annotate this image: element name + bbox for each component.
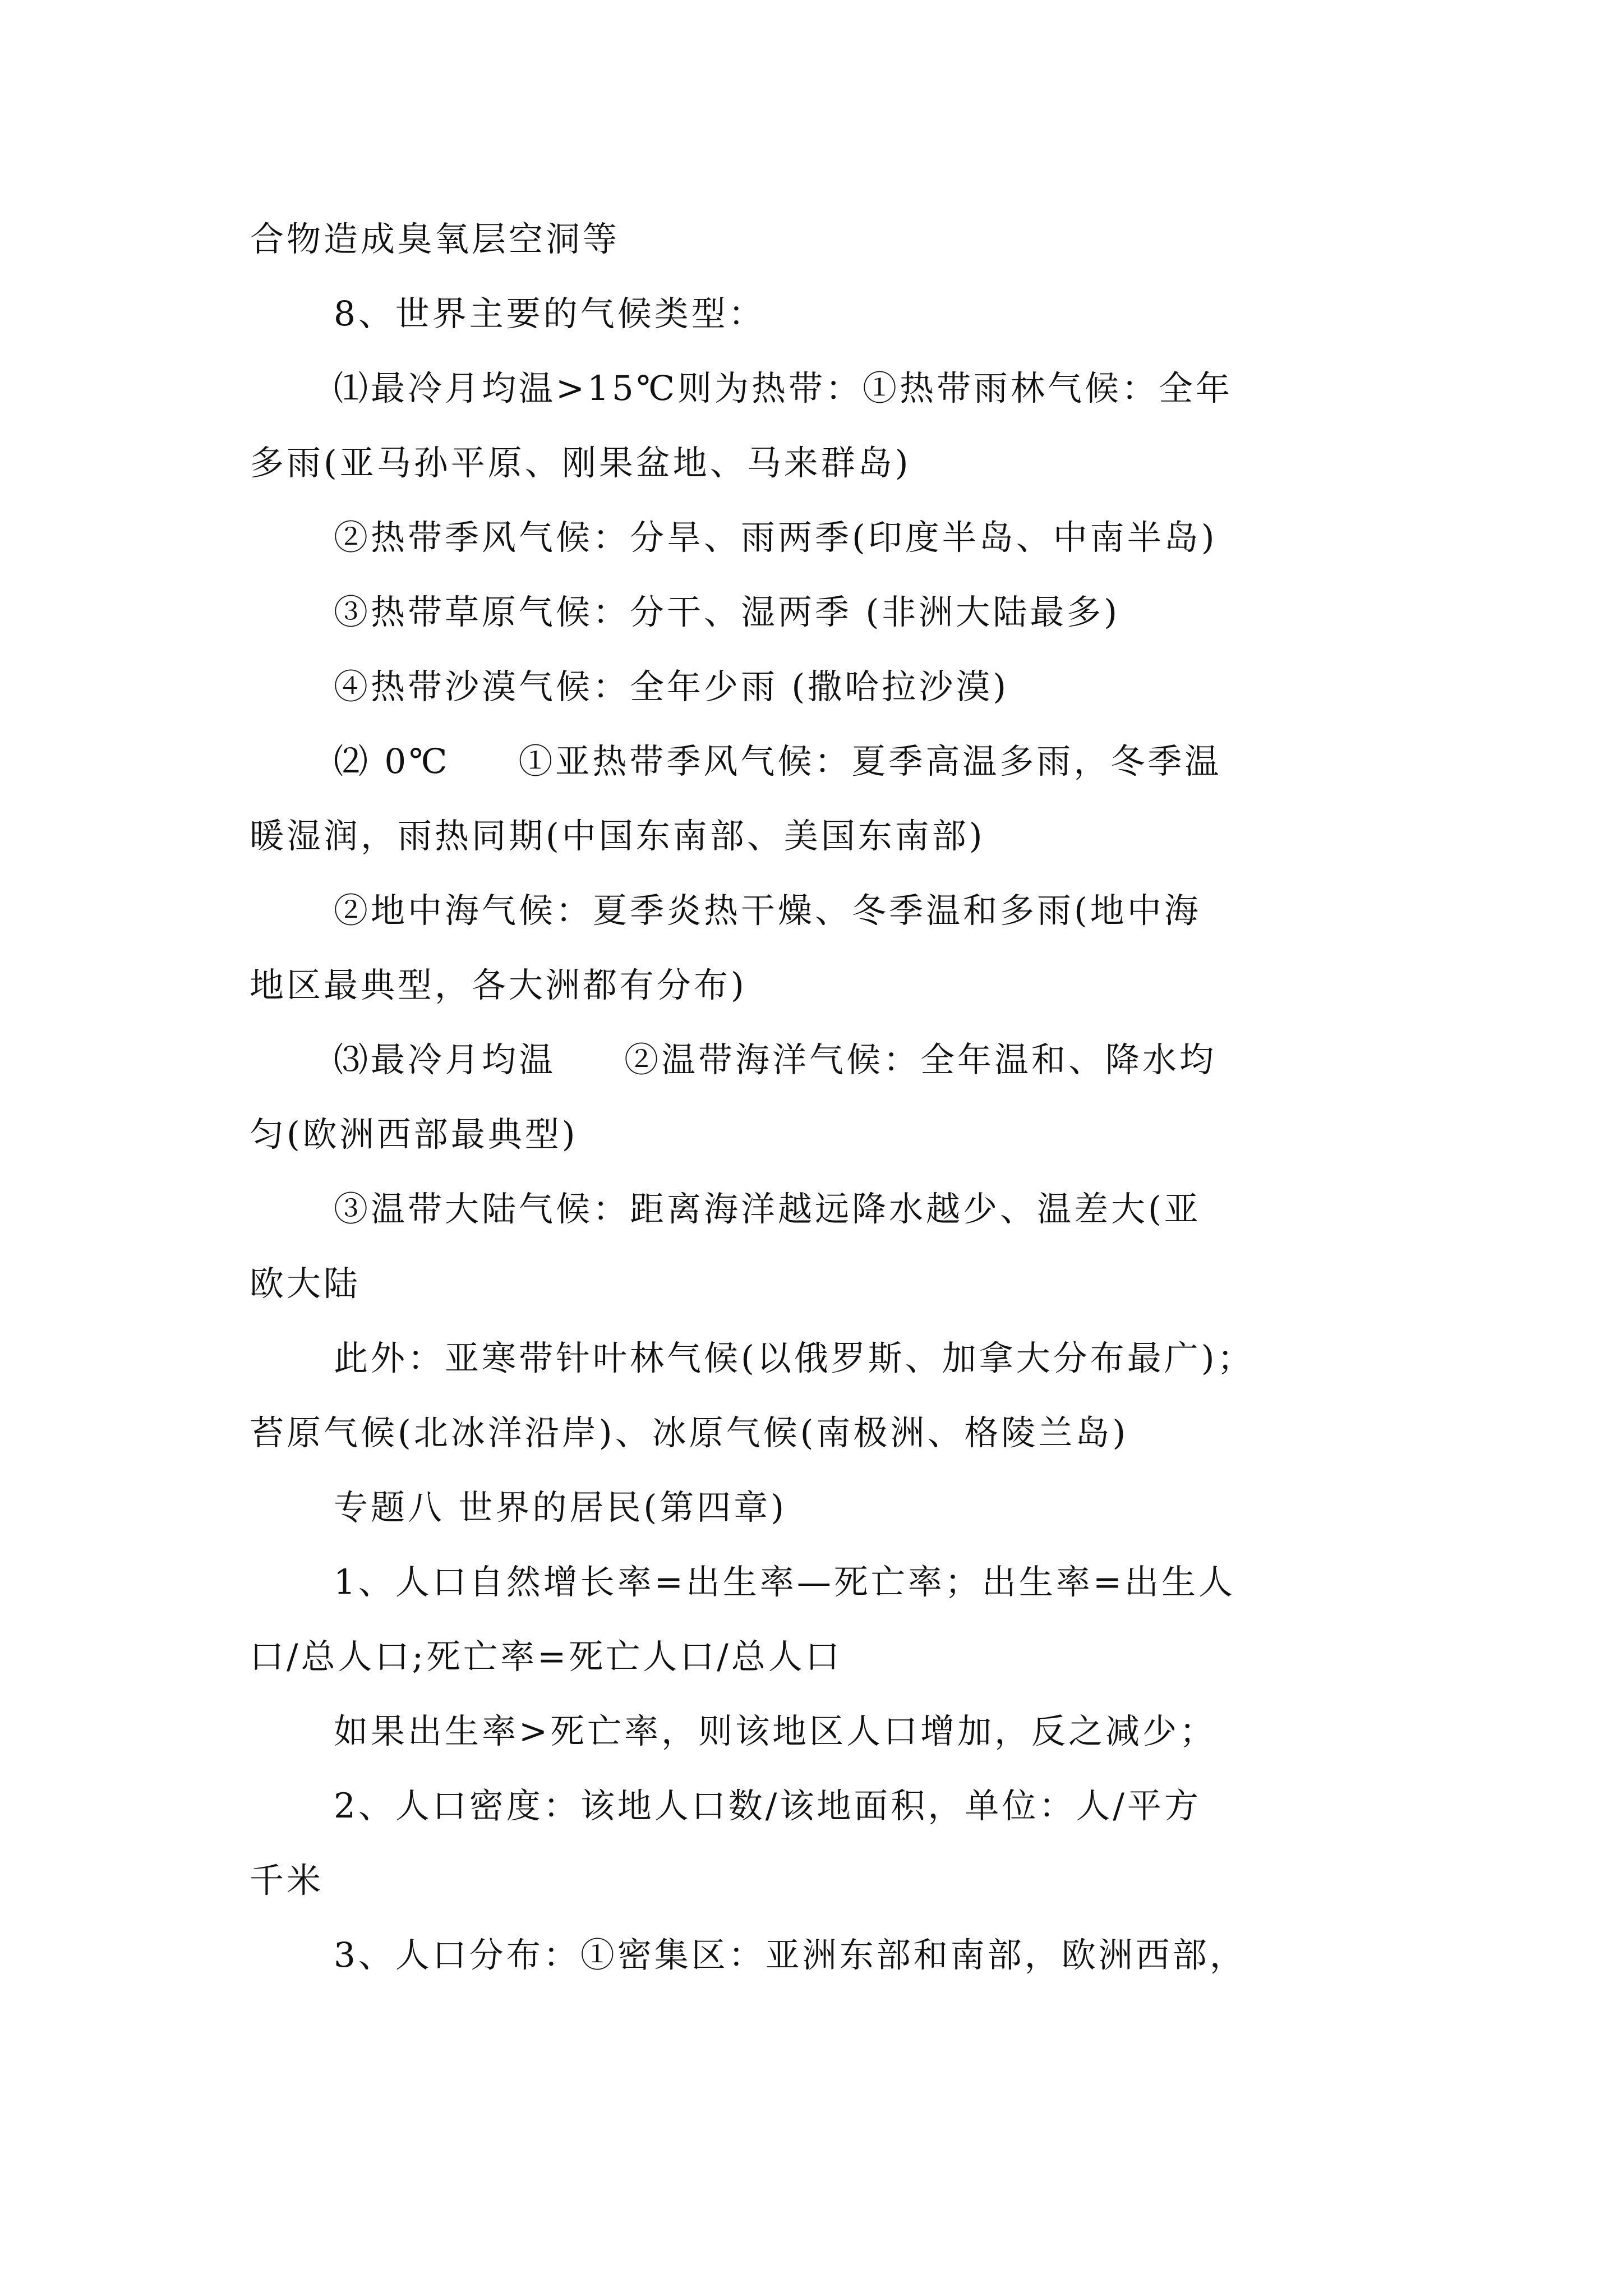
text-line: 如果出生率>死亡率，则该地区人口增加，反之减少； [334, 1711, 1217, 1751]
text-line: ⑴最冷月均温>15℃则为热带：①热带雨林气候：全年 [334, 369, 1233, 408]
text-line: 此外：亚寒带针叶林气候(以俄罗斯、加拿大分布最广)； [334, 1338, 1255, 1378]
text-line: 合物造成臭氧层空洞等 [250, 219, 620, 259]
text-line: 1、人口自然增长率=出生率—死亡率；出生率=出生人 [334, 1562, 1236, 1602]
text-line: 地区最典型，各大洲都有分布) [250, 965, 747, 1005]
text-line: ②地中海气候：夏季炎热干燥、冬季温和多雨(地中海 [334, 891, 1201, 931]
text-line: ②热带季风气候：分旱、雨两季(印度半岛、中南半岛) [334, 518, 1218, 558]
text-line: 3、人口分布：①密集区：亚洲东部和南部，欧洲西部， [334, 1935, 1247, 1975]
text-line: ⑵ 0℃ ①亚热带季风气候：夏季高温多雨，冬季温 [334, 742, 1222, 781]
text-line: ④热带沙漠气候：全年少雨 (撒哈拉沙漠) [334, 667, 1009, 707]
text-line: ⑶最冷月均温 ②温带海洋气候：全年温和、降水均 [334, 1040, 1216, 1080]
text-line: 苔原气候(北冰洋沿岸)、冰原气候(南极洲、格陵兰岛) [250, 1413, 1129, 1453]
section-heading: 专题八 世界的居民(第四章) [334, 1488, 787, 1527]
text-line: ③热带草原气候：分干、湿两季 (非洲大陆最多) [334, 592, 1120, 632]
text-line: 暖湿润，雨热同期(中国东南部、美国东南部) [250, 816, 985, 856]
text-line: 欧大陆 [250, 1264, 361, 1304]
text-line: 口/总人口;死亡率=死亡人口/总人口 [250, 1637, 842, 1677]
text-line: ③温带大陆气候：距离海洋越远降水越少、温差大(亚 [334, 1189, 1201, 1229]
text-line: 2、人口密度：该地人口数/该地面积，单位：人/平方 [334, 1786, 1201, 1826]
section-heading: 8、世界主要的气候类型： [334, 294, 766, 334]
text-line: 千米 [250, 1861, 324, 1901]
text-line: 多雨(亚马孙平原、刚果盆地、马来群岛) [250, 443, 911, 483]
text-line: 匀(欧洲西部最典型) [250, 1115, 578, 1154]
